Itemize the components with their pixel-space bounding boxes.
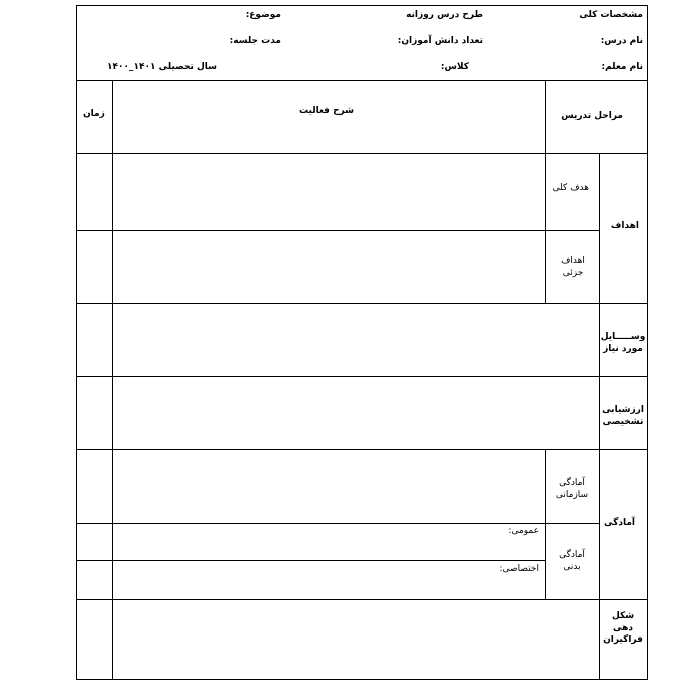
teacher-name-label: نام معلم: <box>601 62 643 72</box>
organizational-readiness-line2: سازمانی <box>555 490 589 500</box>
form-title: طرح درس روزانه <box>406 10 483 20</box>
row-divider-assessment <box>77 449 647 450</box>
header-divider <box>77 80 647 81</box>
goals-label: اهداف <box>610 221 639 231</box>
required-tools-line2: مورد نیاز <box>603 344 643 354</box>
general-warmup-label: عمومی: <box>508 526 539 536</box>
col-divider-subgoals <box>599 153 600 303</box>
row-divider-goals <box>77 303 647 304</box>
partial-goals-label <box>547 255 599 279</box>
learner-grouping-label <box>599 610 647 646</box>
row-divider-readiness-mid <box>77 523 599 524</box>
learner-grouping-line3: فراگیران <box>603 635 643 645</box>
physical-readiness-line1: آمادگی <box>559 550 585 560</box>
organizational-readiness-line1: آمادگی <box>559 478 585 488</box>
physical-readiness-label <box>545 549 599 573</box>
diagnostic-assessment-label <box>599 404 647 428</box>
col-divider-subreadiness <box>545 449 546 599</box>
physical-readiness-line2: بدنی <box>563 562 581 572</box>
required-tools-line1: وســـــایل <box>600 332 646 342</box>
session-duration-label: مدت جلسه: <box>229 36 281 46</box>
learner-grouping-line1: شکل <box>611 611 635 621</box>
row-divider-tools <box>77 376 647 377</box>
organizational-readiness-label <box>545 477 599 501</box>
student-count-label: تعداد دانش آموزان: <box>397 36 483 46</box>
teaching-stages-header: مراحل تدریس <box>561 111 623 121</box>
academic-year: سال تحصیلی ۱۴۰۱_۱۴۰۰ <box>107 62 217 72</box>
diagnostic-assessment-line1: ارزشیابی <box>602 405 644 415</box>
time-header: زمان <box>83 109 105 119</box>
class-label: کلاس: <box>440 62 469 72</box>
row-divider-physical-mid <box>77 560 545 561</box>
learner-grouping-line2: دهی <box>613 623 633 633</box>
col-divider-readiness <box>599 449 600 599</box>
lesson-name-label: نام درس: <box>600 36 643 46</box>
partial-goals-line1: اهداف <box>561 256 585 266</box>
readiness-label: آمادگی <box>604 518 635 528</box>
general-goal-label: هدف کلی <box>552 183 589 193</box>
specific-warmup-label: اختصاصی: <box>499 564 539 574</box>
partial-goals-line2: جزئی <box>562 268 584 278</box>
col-divider-time <box>112 80 113 679</box>
general-specs-label: مشخصات کلی <box>579 10 643 20</box>
lesson-plan-form <box>76 5 648 680</box>
required-tools-label <box>599 331 647 355</box>
activity-description-header: شرح فعالیت <box>299 106 355 116</box>
row-divider-goals-mid <box>77 230 599 231</box>
col-divider-stages <box>545 80 546 303</box>
row-divider-header <box>77 153 647 154</box>
diagnostic-assessment-line2: تشخیصی <box>602 417 644 427</box>
row-divider-readiness <box>77 599 647 600</box>
topic-label: موضوع: <box>245 10 281 20</box>
